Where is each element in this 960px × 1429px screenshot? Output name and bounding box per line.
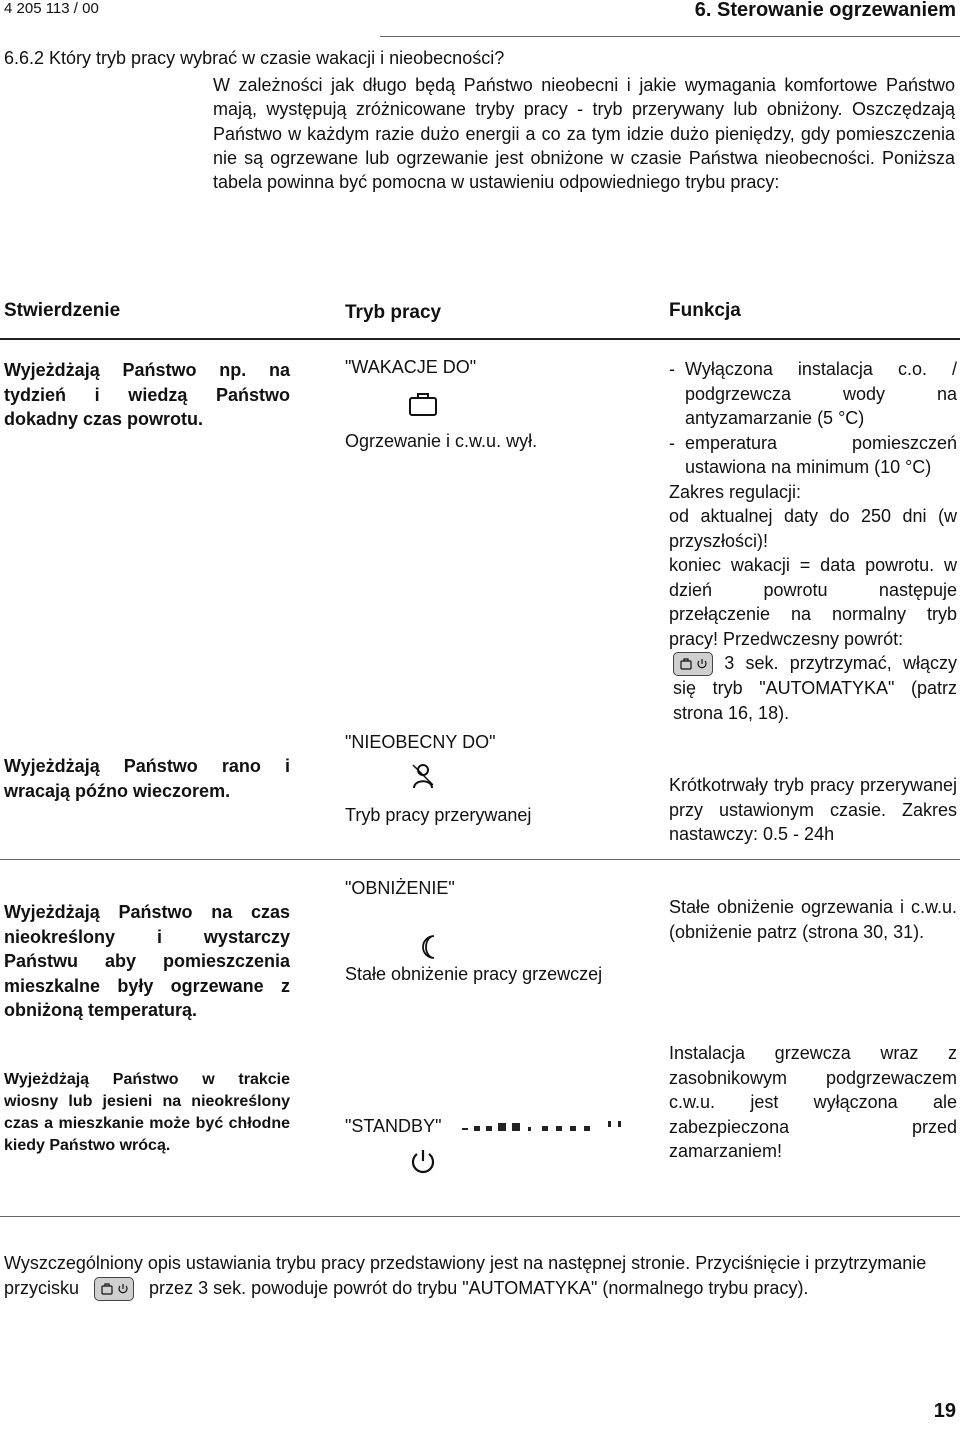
header-divider <box>380 36 960 37</box>
column-header-function: Funkcja <box>669 300 741 321</box>
row4-statement: Wyjeżdżają Państwo w trakcie wiosny lub jesieni na nieokreślony czas a mieszkanie może być chłodne kiedy Państwo wrócą. <box>4 1071 290 1154</box>
row2-statement: Wyjeżdżają Państwo rano i wracają późno wieczorem. <box>4 756 290 801</box>
column-header-statement: Stwierdzenie <box>4 300 121 321</box>
suitcase-icon <box>408 391 438 417</box>
row3-statement: Wyjeżdżają Państwo na czas nieokreślony i wystarczy Państwu aby pomieszczenia mieszkalne były ogrzewane z obniżoną temperaturą. <box>4 902 290 1020</box>
row1-function-after-button: 3 sek. przytrzymać, włączy się tryb "AUTOMATYKA" (patrz strona 16, 18). <box>673 653 957 723</box>
auto-power-button-icon <box>673 652 713 676</box>
intro-paragraph: W zależności jak długo będą Państwo nieobecni i jakie wymagania komfortowe Państwo mają, występują zróżnicowane tryby pracy - tryb przerywany lub obniżony. Oszczędzają Państwo w każdym razie dużo energii a co za tym idzie dużo pieniędzy, gdy pomieszczenia nie są ogrzewane lub ogrzewanie jest obniżone w czasie Państwa nieobecności. Poniższa tabela powinna być pomocna w ustawieniu odpowiedniego trybu pracy: <box>213 75 955 193</box>
column-header-mode: Tryb pracy <box>345 302 442 323</box>
moon-icon <box>418 934 440 960</box>
row4-mode: "STANDBY" <box>345 1116 442 1136</box>
chapter-title: 6. Sterowanie ogrzewaniem <box>694 0 956 21</box>
person-away-icon <box>410 762 436 790</box>
row1-function <box>669 357 957 725</box>
row1-function-range: od aktualnej daty do 250 dni (w przyszłości)! <box>669 506 957 551</box>
table-bottom-rule <box>0 1216 960 1217</box>
row1-function-item: - emperatura pomieszczeń ustawiona na minimum (10 °C) <box>669 431 957 480</box>
row3-function: Stałe obniżenie ogrzewania i c.w.u. (obniżenie patrz (strona 30, 31). <box>669 897 957 942</box>
section-heading: 6.6.2 Który tryb pracy wybrać w czasie wakacji i nieobecności? <box>4 48 505 68</box>
row1-function-item: - Wyłączona instalacja c.o. / podgrzewcza wody na antyzamarzanie (5 °C) <box>669 357 957 431</box>
row1-function-range-label: Zakres regulacji: <box>669 481 802 502</box>
row2-function: Krótkotrwały tryb pracy przerywanej przy ustawionym czasie. Zakres nastawczy: 0.5 - 24h <box>669 775 957 844</box>
table-header-rule <box>0 338 960 340</box>
row3-mode-description: Stałe obniżenie pracy grzewczej <box>345 964 603 984</box>
page-number: 19 <box>933 1400 956 1422</box>
auto-power-button-icon <box>94 1277 134 1301</box>
row1-mode-description: Ogrzewanie i c.w.u. wył. <box>345 431 538 451</box>
row1-statement: Wyjeżdżają Państwo np. na tydzień i wiedzą Państwo dokadny czas powrotu. <box>4 360 290 429</box>
row4-function: Instalacja grzewcza wraz z zasobnikowym podgrzewaczem c.w.u. jest wyłączona ale zabezpieczona przed zamarzaniem! <box>669 1043 957 1161</box>
row2-mode: "NIEOBECNY DO" <box>345 732 496 752</box>
document-number: 4 205 113 / 00 <box>4 0 99 17</box>
row2-mode-description: Tryb pracy przerywanej <box>345 805 532 825</box>
power-icon <box>409 1148 437 1176</box>
row1-mode: "WAKACJE DO" <box>345 357 477 377</box>
row1-function-return: koniec wakacji = data powrotu. w dzień powrotu następuje przełączenie na normalny tryb pracy! Przedwczesny powrót: <box>669 555 957 649</box>
lcd-segment-display <box>458 1119 630 1135</box>
row3-mode: "OBNIŻENIE" <box>345 878 455 898</box>
footer-paragraph <box>4 1251 954 1301</box>
footer-text-after: przez 3 sek. powoduje powrót do trybu "AUTOMATYKA" (normalnego trybu pracy). <box>149 1277 809 1298</box>
row-divider <box>0 859 960 860</box>
footer-text-before: Wyszczególniony opis ustawiania trybu pracy przedstawiony jest na następnej stronie. Przyciśnięcie i przytrzymanie przycisku <box>4 1253 927 1298</box>
row1-function-early-return <box>669 651 957 725</box>
